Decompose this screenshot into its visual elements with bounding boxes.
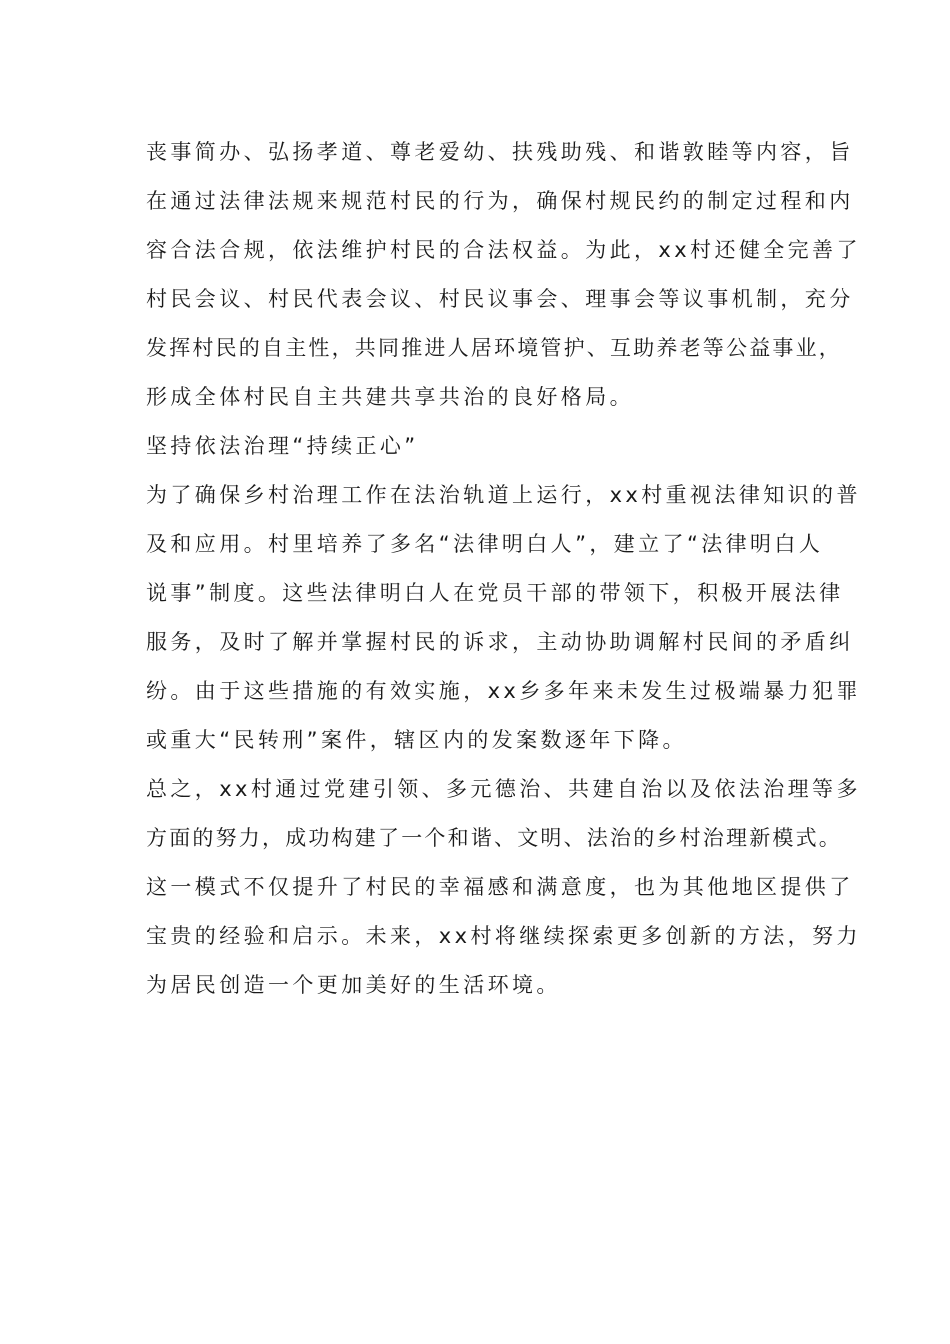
- text-line: 发挥村民的自主性，共同推进人居环境管护、互助养老等公益事业，: [146, 336, 842, 360]
- text-line: 或重大“民转刑”案件，辖区内的发案数逐年下降。: [146, 728, 687, 752]
- text-line: 纷。由于这些措施的有效实施，xx乡多年来未发生过极端暴力犯罪: [146, 679, 861, 703]
- text-line: 在通过法律法规来规范村民的行为，确保村规民约的制定过程和内: [146, 189, 854, 213]
- text-line: 服务，及时了解并掌握村民的诉求，主动协助调解村民间的矛盾纠: [146, 630, 854, 654]
- section-heading: 坚持依法治理“持续正心”: [146, 434, 419, 458]
- document-body: [146, 128, 861, 1010]
- text-line: 这一模式不仅提升了村民的幸福感和满意度，也为其他地区提供了: [146, 875, 854, 899]
- text-line: 村民会议、村民代表会议、村民议事会、理事会等议事机制，充分: [146, 287, 854, 311]
- text-line: 说事”制度。这些法律明白人在党员干部的带领下，积极开展法律: [146, 581, 844, 605]
- text-line: 为居民创造一个更加美好的生活环境。: [146, 973, 561, 997]
- text-line: 容合法合规，依法维护村民的合法权益。为此，xx村还健全完善了: [146, 238, 861, 262]
- text-line: 方面的努力，成功构建了一个和谐、文明、法治的乡村治理新模式。: [146, 826, 842, 850]
- text-line: 形成全体村民自主共建共享共治的良好格局。: [146, 385, 634, 409]
- text-line: 及和应用。村里培养了多名“法律明白人”，建立了“法律明白人: [146, 532, 824, 556]
- text-line: 为了确保乡村治理工作在法治轨道上运行，xx村重视法律知识的普: [146, 483, 861, 507]
- text-line: 总之，xx村通过党建引领、多元德治、共建自治以及依法治理等多: [146, 777, 861, 801]
- text-line: 宝贵的经验和启示。未来，xx村将继续探索更多创新的方法，努力: [146, 924, 861, 948]
- text-line: 丧事简办、弘扬孝道、尊老爱幼、扶残助残、和谐敦睦等内容，旨: [146, 140, 854, 164]
